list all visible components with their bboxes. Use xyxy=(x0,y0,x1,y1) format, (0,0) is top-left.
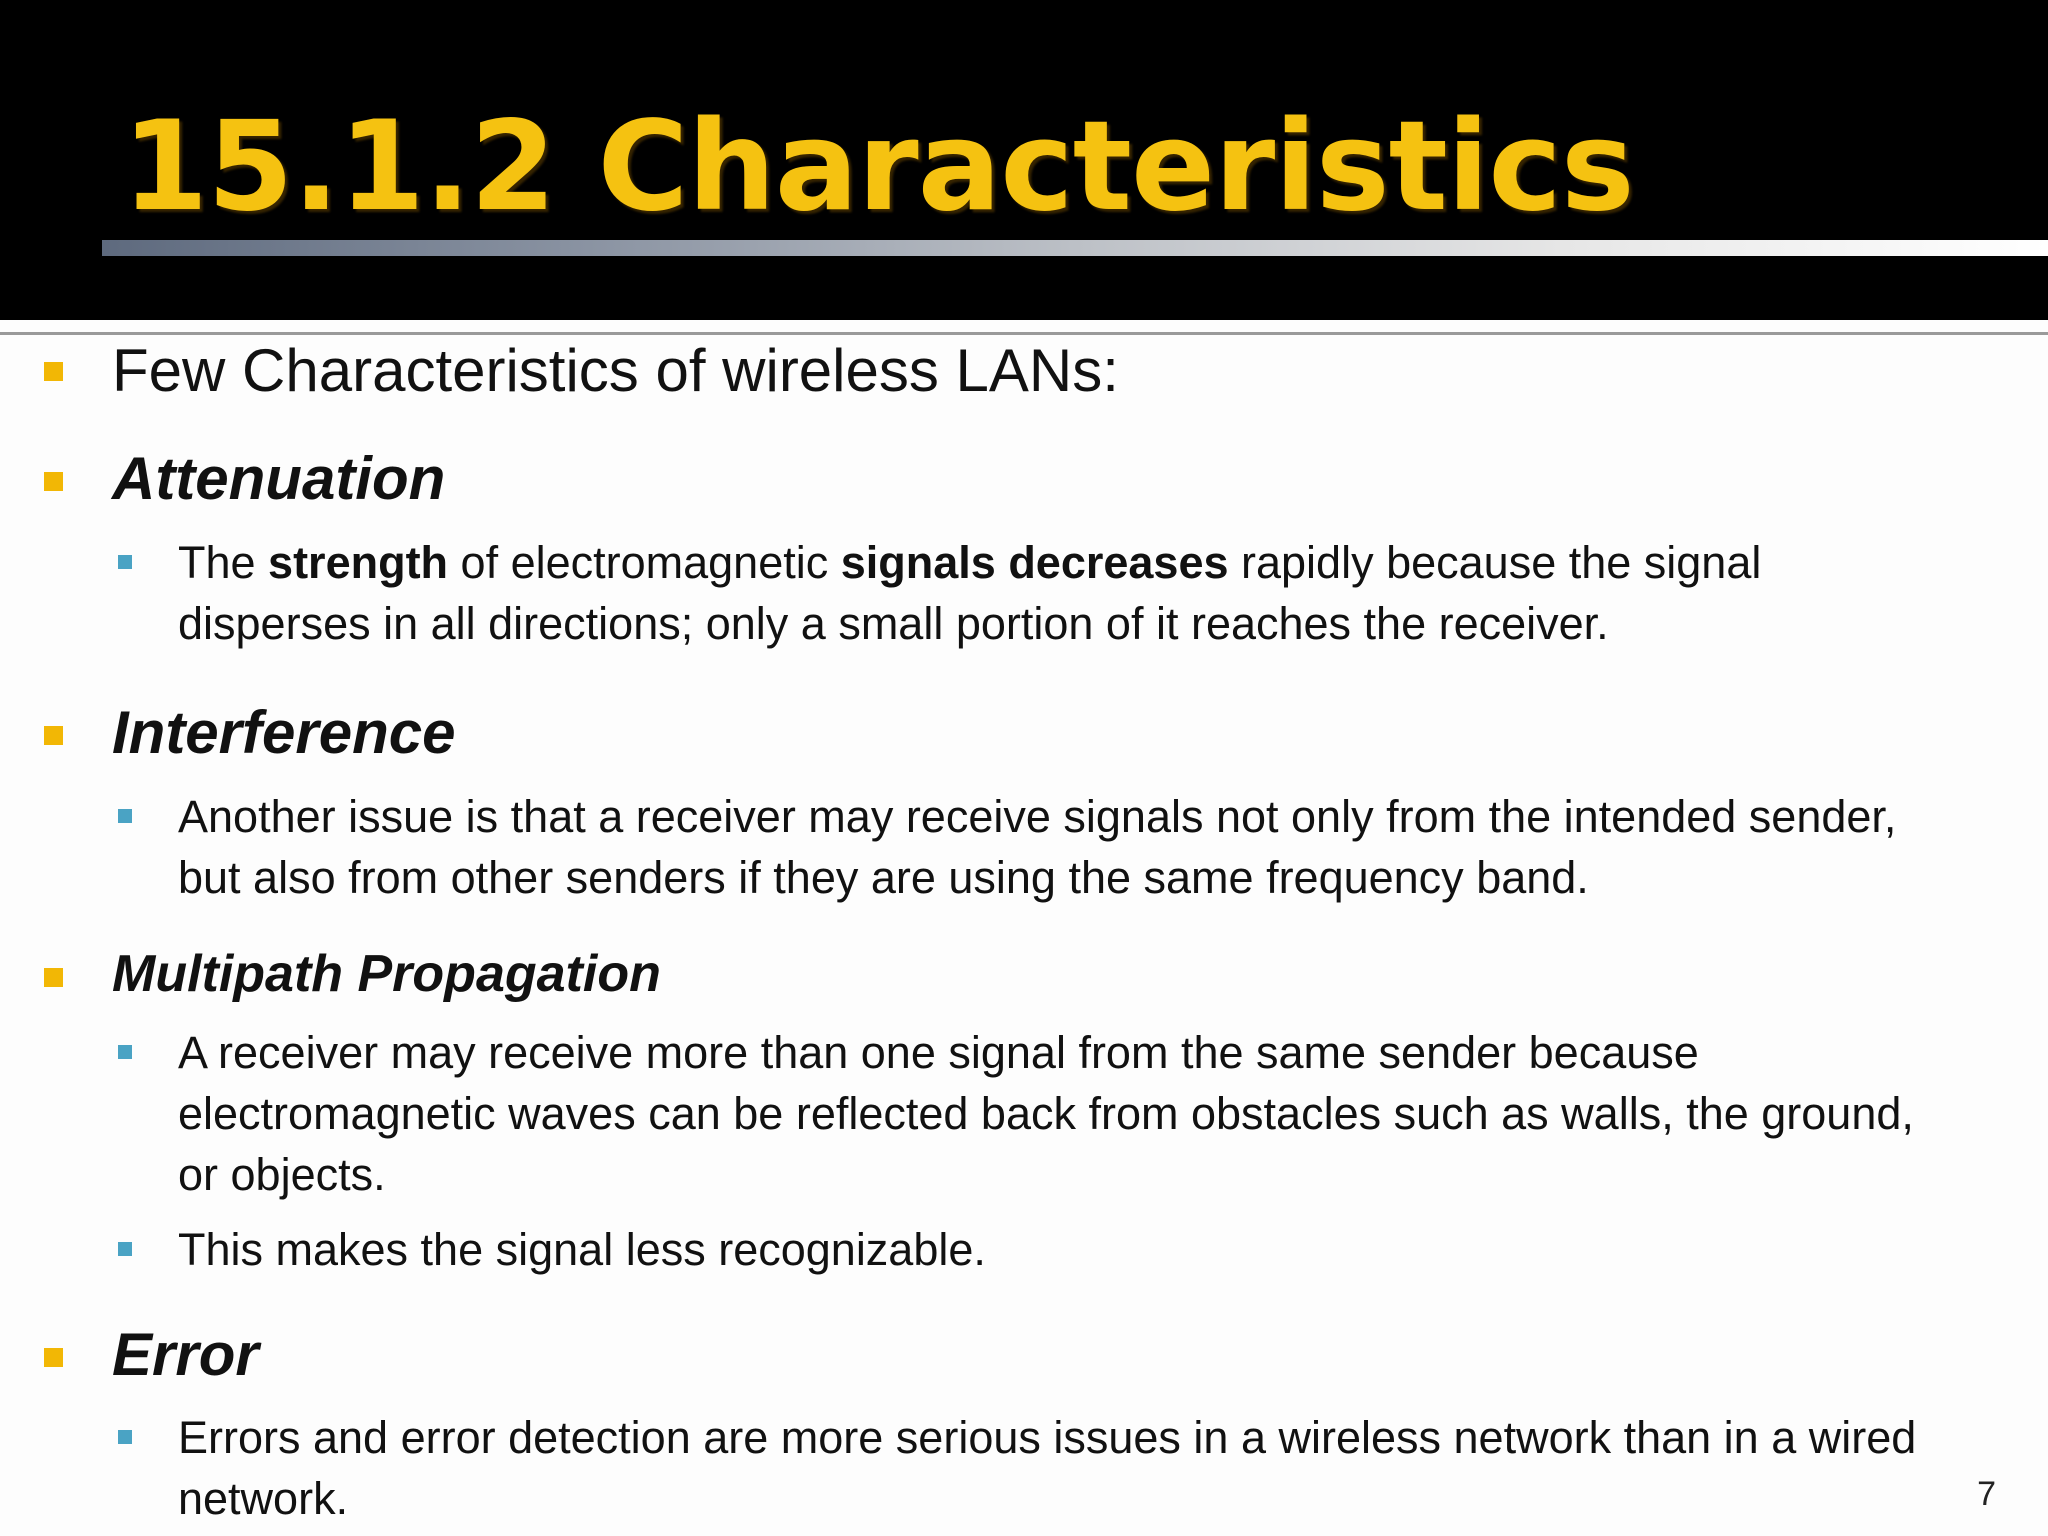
sub-bullet-square-icon xyxy=(118,555,132,569)
text-line: electromagnetic waves can be reflected back from obstacles such as walls, the ground, xyxy=(178,1088,1914,1139)
text-line: or objects. xyxy=(178,1149,386,1200)
sub-bullet-square-icon xyxy=(118,1242,132,1256)
text-line: but also from other senders if they are using the same frequency band. xyxy=(178,852,1589,903)
sub-bullet-square-icon xyxy=(118,809,132,823)
text-segment: The xyxy=(178,537,269,588)
sub-item-text xyxy=(178,1407,1916,1529)
section-heading: Interference xyxy=(112,699,456,766)
text-line: A receiver may receive more than one signal from the same sender because xyxy=(178,1027,1699,1078)
bullet-square-icon xyxy=(44,362,63,381)
intro-text: Few Characteristics of wireless LANs: xyxy=(112,337,1119,404)
bullet-square-icon xyxy=(44,1348,63,1367)
bullet-square-icon xyxy=(44,726,63,745)
text-line: Errors and error detection are more serious issues in a wireless network than in a wired xyxy=(178,1412,1917,1463)
sub-item-text xyxy=(178,1219,986,1280)
sub-bullet-square-icon xyxy=(118,1045,132,1059)
bullet-square-icon xyxy=(44,472,63,491)
text-line: network. xyxy=(178,1473,349,1524)
text-line: This makes the signal less recognizable. xyxy=(178,1224,986,1275)
slide-title: 15.1.2 Characteristics xyxy=(122,95,1634,239)
sub-item-text xyxy=(178,532,1761,654)
sub-item-text xyxy=(178,1022,1914,1205)
page-number: 7 xyxy=(1977,1475,1996,1513)
text-line: disperses in all directions; only a small portion of it reaches the receiver. xyxy=(178,598,1609,649)
sub-bullet-square-icon xyxy=(118,1430,132,1444)
bullet-square-icon xyxy=(44,968,63,987)
emphasis-strength: strength xyxy=(268,537,449,588)
section-heading: Multipath Propagation xyxy=(112,945,661,1003)
section-heading: Attenuation xyxy=(112,445,446,512)
text-line: Another issue is that a receiver may receive signals not only from the intended sender, xyxy=(178,791,1897,842)
sub-item-text xyxy=(178,786,1896,908)
section-heading: Error xyxy=(112,1321,259,1388)
emphasis-signals-decreases: signals decreases xyxy=(840,537,1229,588)
text-segment: of electromagnetic xyxy=(448,537,841,588)
text-segment: rapidly because the signal xyxy=(1228,537,1762,588)
